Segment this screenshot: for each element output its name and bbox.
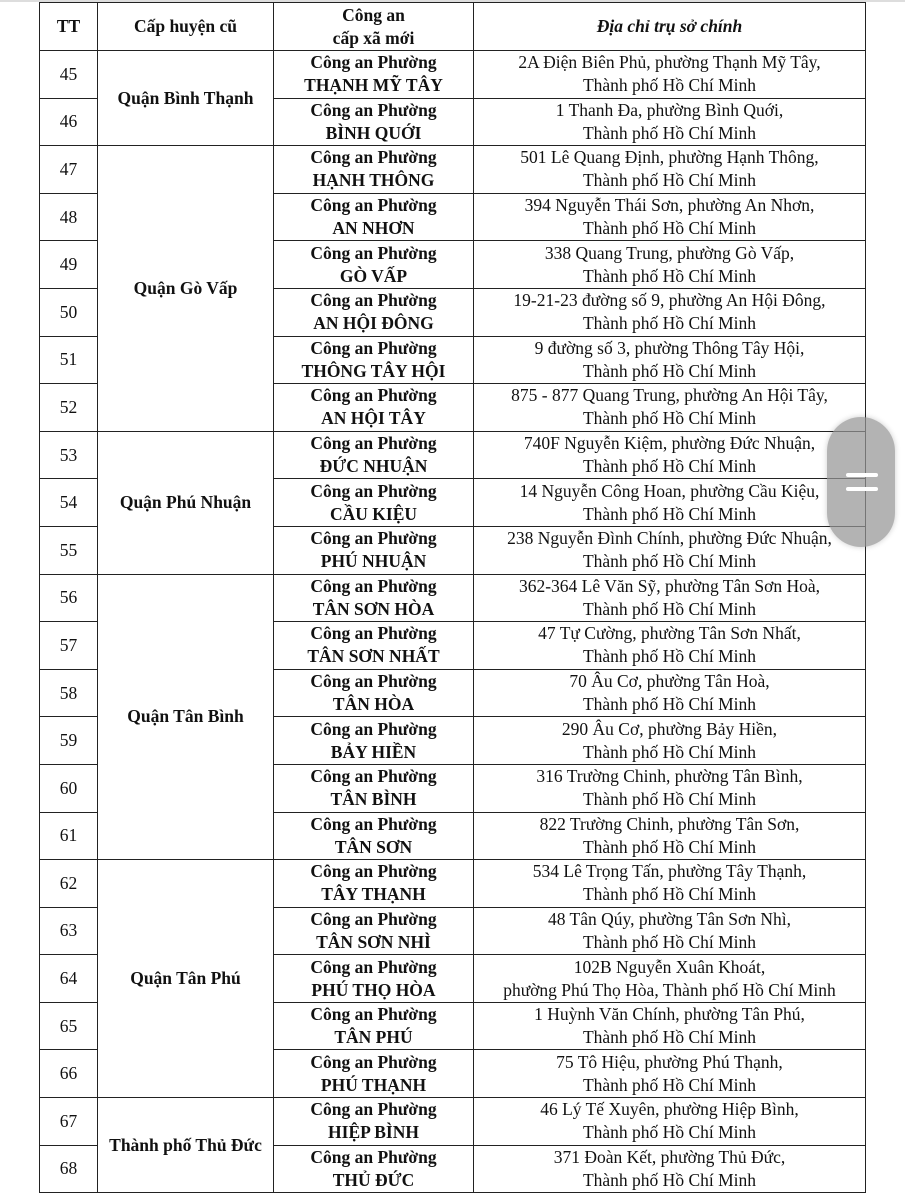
table-header-row: [40, 3, 866, 51]
address-line-2: Thành phố Hồ Chí Minh: [582, 313, 757, 334]
table-row: [40, 431, 866, 479]
address-line-1: 534 Lê Trọng Tấn, phường Tây Thạnh,: [532, 861, 807, 882]
table-row: [40, 51, 866, 99]
address-line-2: Thành phố Hồ Chí Minh: [582, 265, 757, 286]
headquarters-address-cell: [474, 764, 866, 812]
headquarters-address-cell: [474, 860, 866, 908]
address-line-2: Thành phố Hồ Chí Minh: [582, 931, 757, 952]
ward-police-label: Công an Phường: [310, 861, 437, 882]
ward-police-label: Công an Phường: [310, 528, 437, 549]
ward-name: AN HỘI ĐÔNG: [313, 313, 434, 334]
ward-police-label: Công an Phường: [310, 52, 437, 73]
table-row: [40, 1098, 866, 1146]
ward-name: TÂN SƠN NHÌ: [316, 931, 431, 952]
new-ward-police-cell: [274, 241, 474, 289]
ward-police-label: Công an Phường: [310, 766, 437, 787]
police-address-table: [39, 2, 866, 1193]
address-line-1: 14 Nguyễn Công Hoan, phường Cầu Kiệu,: [519, 480, 820, 501]
address-line-1: 19-21-23 đường số 9, phường An Hội Đông,: [513, 290, 826, 311]
new-ward-police-cell: [274, 146, 474, 194]
address-line-1: 1 Huỳnh Văn Chính, phường Tân Phú,: [534, 1004, 805, 1025]
address-line-2: Thành phố Hồ Chí Minh: [582, 1074, 757, 1095]
new-ward-police-cell: [274, 574, 474, 622]
new-ward-police-cell: [274, 764, 474, 812]
row-number: 62: [40, 860, 98, 908]
row-number: 61: [40, 812, 98, 860]
address-line-2: Thành phố Hồ Chí Minh: [582, 1027, 757, 1048]
ward-police-label: Công an Phường: [310, 195, 437, 216]
new-ward-police-cell: [274, 812, 474, 860]
address-line-2: Thành phố Hồ Chí Minh: [582, 170, 757, 191]
row-number: 54: [40, 479, 98, 527]
headquarters-address-cell: [474, 1145, 866, 1193]
ward-police-label: Công an Phường: [310, 290, 437, 311]
new-ward-police-cell: [274, 907, 474, 955]
ward-police-label: Công an Phường: [310, 1099, 437, 1120]
headquarters-address-cell: [474, 622, 866, 670]
ward-name: THÔNG TÂY HỘI: [301, 360, 446, 381]
ward-name: TÂN SƠN NHẤT: [307, 646, 440, 667]
row-number: 65: [40, 1002, 98, 1050]
new-ward-police-cell: [274, 955, 474, 1003]
ward-name: TÂN PHÚ: [334, 1027, 413, 1048]
headquarters-address-cell: [474, 431, 866, 479]
row-number: 50: [40, 288, 98, 336]
row-number: 56: [40, 574, 98, 622]
address-line-1: 740F Nguyễn Kiệm, phường Đức Nhuận,: [523, 433, 816, 454]
ward-name: TÂN SƠN: [334, 836, 413, 857]
row-number: 57: [40, 622, 98, 670]
ward-name: AN NHƠN: [332, 218, 415, 239]
ward-police-label: Công an Phường: [310, 671, 437, 692]
address-line-2: Thành phố Hồ Chí Minh: [582, 884, 757, 905]
row-number: 48: [40, 193, 98, 241]
address-line-2: Thành phố Hồ Chí Minh: [582, 503, 757, 524]
ward-name: GÒ VẤP: [339, 265, 408, 286]
headquarters-address-cell: [474, 98, 866, 146]
address-line-1: 316 Trường Chinh, phường Tân Bình,: [536, 766, 803, 787]
headquarters-address-cell: [474, 1050, 866, 1098]
row-number: 63: [40, 907, 98, 955]
row-number: 53: [40, 431, 98, 479]
row-number: 64: [40, 955, 98, 1003]
address-line-1: 102B Nguyễn Xuân Khoát,: [573, 956, 766, 977]
new-ward-police-cell: [274, 288, 474, 336]
new-ward-police-cell: [274, 860, 474, 908]
ward-name: PHÚ NHUẬN: [320, 551, 427, 572]
ward-name: ĐỨC NHUẬN: [319, 456, 428, 477]
new-ward-police-cell: [274, 1098, 474, 1146]
old-district-cell: Thành phố Thủ Đức: [98, 1098, 274, 1193]
address-line-2: phường Phú Thọ Hòa, Thành phố Hồ Chí Minh: [503, 979, 836, 1000]
headquarters-address-cell: [474, 812, 866, 860]
row-number: 55: [40, 526, 98, 574]
new-ward-police-cell: [274, 622, 474, 670]
address-line-1: 394 Nguyễn Thái Sơn, phường An Nhơn,: [524, 195, 815, 216]
new-ward-police-cell: [274, 431, 474, 479]
ward-name: BẢY HIỀN: [330, 741, 417, 762]
new-ward-police-cell: [274, 193, 474, 241]
address-line-2: Thành phố Hồ Chí Minh: [582, 75, 757, 96]
ward-name: THẠNH MỸ TÂY: [304, 75, 443, 96]
ward-name: PHÚ THỌ HÒA: [311, 979, 436, 1000]
address-line-1: 46 Lý Tế Xuyên, phường Hiệp Bình,: [540, 1099, 799, 1120]
table-row: [40, 860, 866, 908]
address-line-1: 338 Quang Trung, phường Gò Vấp,: [544, 242, 795, 263]
new-ward-police-cell: [274, 717, 474, 765]
headquarters-address-cell: [474, 51, 866, 99]
headquarters-address-cell: [474, 669, 866, 717]
old-district-cell: Quận Tân Bình: [98, 574, 274, 860]
address-line-1: 9 đường số 3, phường Thông Tây Hội,: [534, 337, 805, 358]
old-district-cell: Quận Bình Thạnh: [98, 51, 274, 146]
address-line-1: 501 Lê Quang Định, phường Hạnh Thông,: [520, 147, 819, 168]
row-number: 46: [40, 98, 98, 146]
ward-police-label: Công an Phường: [310, 1146, 437, 1167]
ward-police-label: Công an Phường: [310, 99, 437, 120]
row-number: 51: [40, 336, 98, 384]
address-line-2: Thành phố Hồ Chí Minh: [582, 646, 757, 667]
headquarters-address-cell: [474, 384, 866, 432]
row-number: 67: [40, 1098, 98, 1146]
address-line-2: Thành phố Hồ Chí Minh: [582, 218, 757, 239]
address-line-1: 70 Âu Cơ, phường Tân Hoà,: [569, 671, 770, 692]
header-tt: TT: [40, 3, 98, 51]
address-line-2: Thành phố Hồ Chí Minh: [582, 456, 757, 477]
new-ward-police-cell: [274, 669, 474, 717]
ward-name: TÂN HÒA: [332, 694, 415, 715]
headquarters-address-cell: [474, 288, 866, 336]
ward-name: BÌNH QUỚI: [325, 122, 422, 143]
new-ward-police-cell: [274, 384, 474, 432]
row-number: 66: [40, 1050, 98, 1098]
address-line-1: 1 Thanh Đa, phường Bình Quới,: [555, 99, 784, 120]
ward-name: HIỆP BÌNH: [328, 1122, 419, 1143]
ward-police-label: Công an Phường: [310, 433, 437, 454]
row-number: 60: [40, 764, 98, 812]
table-row: [40, 574, 866, 622]
row-number: 58: [40, 669, 98, 717]
row-number: 52: [40, 384, 98, 432]
new-ward-police-cell: [274, 526, 474, 574]
ward-police-label: Công an Phường: [310, 385, 437, 406]
address-line-2: Thành phố Hồ Chí Minh: [582, 408, 757, 429]
new-ward-police-cell: [274, 479, 474, 527]
row-number: 49: [40, 241, 98, 289]
new-ward-police-cell: [274, 1002, 474, 1050]
new-ward-police-cell: [274, 51, 474, 99]
ward-name: THỦ ĐỨC: [332, 1169, 415, 1190]
headquarters-address-cell: [474, 1002, 866, 1050]
scroll-handle[interactable]: [827, 417, 895, 547]
row-number: 68: [40, 1145, 98, 1193]
headquarters-address-cell: [474, 193, 866, 241]
address-line-1: 290 Âu Cơ, phường Bảy Hiền,: [561, 718, 778, 739]
header-ward-line1: Công an: [342, 4, 405, 25]
address-line-2: Thành phố Hồ Chí Minh: [582, 789, 757, 810]
address-line-1: 238 Nguyễn Đình Chính, phường Đức Nhuận,: [507, 528, 832, 549]
table-row: [40, 146, 866, 194]
address-line-2: Thành phố Hồ Chí Minh: [582, 551, 757, 572]
address-line-1: 875 - 877 Quang Trung, phường An Hội Tây,: [511, 385, 828, 406]
old-district-cell: Quận Phú Nhuận: [98, 431, 274, 574]
ward-name: CẦU KIỆU: [329, 503, 418, 524]
ward-police-label: Công an Phường: [310, 147, 437, 168]
address-line-2: Thành phố Hồ Chí Minh: [582, 1122, 757, 1143]
headquarters-address-cell: [474, 907, 866, 955]
address-line-1: 2A Điện Biên Phủ, phường Thạnh Mỹ Tây,: [518, 52, 821, 73]
ward-name: TÂN BÌNH: [330, 789, 417, 810]
old-district-cell: Quận Gò Vấp: [98, 146, 274, 432]
ward-name: PHÚ THẠNH: [320, 1074, 427, 1095]
headquarters-address-cell: [474, 717, 866, 765]
header-ward: [274, 3, 474, 51]
address-line-2: Thành phố Hồ Chí Minh: [582, 741, 757, 762]
header-address: Địa chỉ trụ sở chính: [474, 3, 866, 51]
ward-police-label: Công an Phường: [310, 480, 437, 501]
new-ward-police-cell: [274, 336, 474, 384]
address-line-2: Thành phố Hồ Chí Minh: [582, 360, 757, 381]
row-number: 45: [40, 51, 98, 99]
ward-police-label: Công an Phường: [310, 623, 437, 644]
ward-police-label: Công an Phường: [310, 337, 437, 358]
header-ward-line2: cấp xã mới: [332, 27, 415, 48]
address-line-1: 362-364 Lê Văn Sỹ, phường Tân Sơn Hoà,: [518, 575, 820, 596]
headquarters-address-cell: [474, 336, 866, 384]
ward-police-label: Công an Phường: [310, 718, 437, 739]
address-line-1: 822 Trường Chinh, phường Tân Sơn,: [539, 813, 800, 834]
address-line-2: Thành phố Hồ Chí Minh: [582, 1169, 757, 1190]
new-ward-police-cell: [274, 1050, 474, 1098]
ward-police-label: Công an Phường: [310, 242, 437, 263]
ward-police-label: Công an Phường: [310, 908, 437, 929]
headquarters-address-cell: [474, 479, 866, 527]
address-line-1: 371 Đoàn Kết, phường Thủ Đức,: [553, 1146, 786, 1167]
ward-police-label: Công an Phường: [310, 956, 437, 977]
header-district: Cấp huyện cũ: [98, 3, 274, 51]
ward-police-label: Công an Phường: [310, 1004, 437, 1025]
row-number: 47: [40, 146, 98, 194]
old-district-cell: Quận Tân Phú: [98, 860, 274, 1098]
address-line-1: 48 Tân Qúy, phường Tân Sơn Nhì,: [547, 908, 791, 929]
ward-name: TÂN SƠN HÒA: [312, 598, 435, 619]
ward-name: HẠNH THÔNG: [312, 170, 435, 191]
address-line-2: Thành phố Hồ Chí Minh: [582, 598, 757, 619]
address-line-2: Thành phố Hồ Chí Minh: [582, 694, 757, 715]
ward-police-label: Công an Phường: [310, 813, 437, 834]
ward-name: AN HỘI TÂY: [321, 408, 426, 429]
ward-police-label: Công an Phường: [310, 575, 437, 596]
headquarters-address-cell: [474, 574, 866, 622]
address-line-1: 47 Tự Cường, phường Tân Sơn Nhất,: [538, 623, 801, 644]
headquarters-address-cell: [474, 146, 866, 194]
ward-police-label: Công an Phường: [310, 1051, 437, 1072]
headquarters-address-cell: [474, 526, 866, 574]
address-line-2: Thành phố Hồ Chí Minh: [582, 122, 757, 143]
headquarters-address-cell: [474, 1098, 866, 1146]
address-line-2: Thành phố Hồ Chí Minh: [582, 836, 757, 857]
row-number: 59: [40, 717, 98, 765]
headquarters-address-cell: [474, 955, 866, 1003]
headquarters-address-cell: [474, 241, 866, 289]
new-ward-police-cell: [274, 98, 474, 146]
address-line-1: 75 Tô Hiệu, phường Phú Thạnh,: [556, 1051, 783, 1072]
new-ward-police-cell: [274, 1145, 474, 1193]
ward-name: TÂY THẠNH: [321, 884, 426, 905]
